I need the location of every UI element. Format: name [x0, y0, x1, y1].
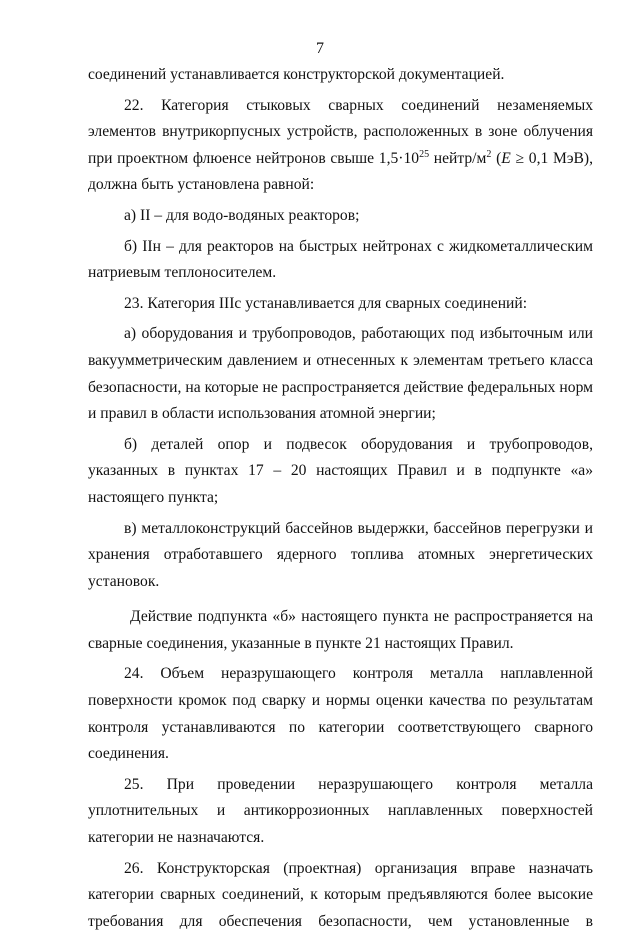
energy-variable: E — [501, 149, 511, 167]
fluence-exponent: 25 — [419, 148, 430, 160]
paragraph-23: 23. Категория IIIс устанавливается для сварных соединений: — [124, 294, 528, 312]
page-number: 7 — [316, 40, 324, 57]
paragraph-22 — [88, 93, 593, 199]
subitem-22a: а) II – для водо-водяных реакторов; — [124, 206, 360, 224]
fluence-unit: нейтр/м — [429, 149, 487, 167]
paragraph-26: 26. Конструкторская (проектная) организация вправе назначать категории сварных соединений, к которым предъявляются более высокие требования для обеспечения безопасности, чем установленные в — [88, 859, 593, 930]
paragraph-24: 24. Объем неразрушающего контроля металла наплавленной поверхности кромок под сварку и нормы оценки качества по результатам контроля устанавливаются по категории соответствующего сварного соединения. — [88, 665, 593, 763]
paragraph-23-note: Действие подпункта «б» настоящего пункта не распространяется на сварные соединения, указанные в пункте 21 настоящих Правил. — [88, 608, 593, 652]
paragraph-22-text: 22. Категория стыковых сварных соединений незаменяемых элементов внутрикорпусных устройств, расположенных в зоне облучения при проектном флюенсе нейтронов свыше 1,5·10 — [88, 96, 593, 167]
paragraph-continuation: соединений устанавливается конструкторской документацией. — [88, 66, 505, 83]
paren-open: ( — [491, 149, 502, 167]
unit-exponent: 2 — [486, 148, 492, 160]
subitem-23b: б) деталей опор и подвесок оборудования и трубопроводов, указанных в пунктах 17 – 20 настоящих Правил и в подпункте «а» настоящего пункта; — [88, 435, 593, 506]
subitem-22b: б) IIн – для реакторов на быстрых нейтронах с жидкометаллическим натриевым теплоносителем. — [88, 237, 593, 282]
document-body — [88, 62, 593, 935]
paragraph-22-tail: ≥ 0,1 МэВ), должна быть установлена равной: — [88, 149, 594, 194]
subitem-23c: в) металлоконструкций бассейнов выдержки, бассейнов перегрузки и хранения отработавшего ядерного топлива атомных энергетических установок. — [88, 519, 593, 590]
paragraph-25: 25. При проведении неразрушающего контроля металла уплотнительных и антикоррозионных наплавленных поверхностей категории не назначаются. — [88, 775, 593, 847]
subitem-23a: а) оборудования и трубопроводов, работающих под избыточным или вакуумметрическим давлением и отнесенных к элементам третьего класса безопасности, на которые не распространяется действие федеральных норм и правил в области использования атомной энергии; — [88, 325, 593, 423]
